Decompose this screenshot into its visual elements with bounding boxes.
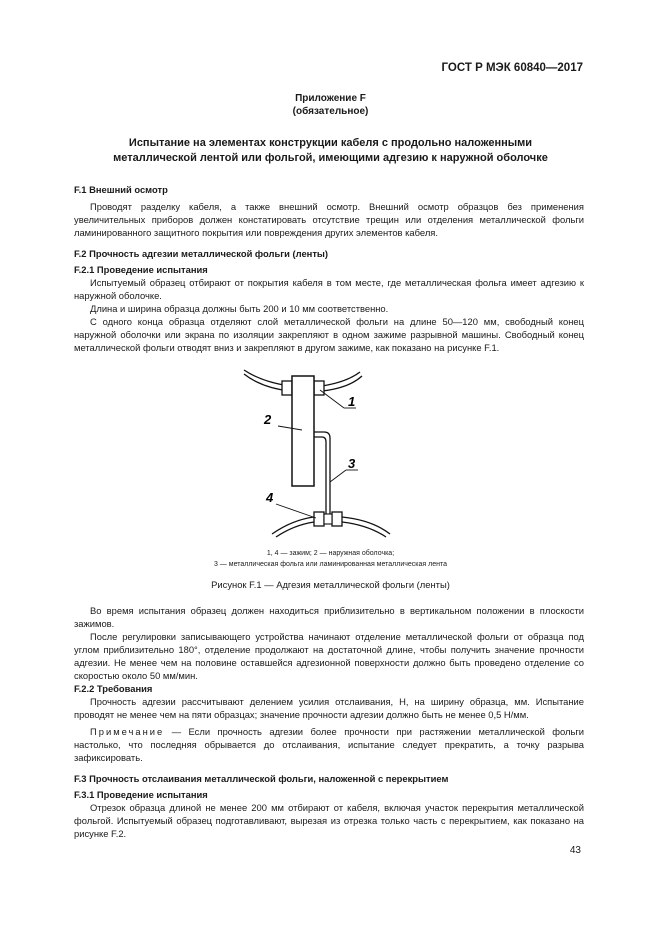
- note-text: — Если прочность адгезии более прочности при растяжении металлической фольги настолько, что последняя обрывается до отслаивания, испытание следует прекратить, а точку разрыва зафиксировать.: [74, 726, 584, 763]
- figure-label-4: 4: [266, 490, 274, 505]
- page-number: 43: [569, 845, 581, 856]
- after-fig-paragraph-1: Во время испытания образец должен находиться приблизительно в вертикальном положении в плоскости зажимов.: [74, 605, 584, 629]
- f22-paragraph: Прочность адгезии рассчитывают делением усилия отслаивания, Н, на ширину образца, мм. Испытание проводят не менее чем на пяти образцах; значение прочности адгезии должно быть не менее 0,5 Н/мм.: [74, 696, 584, 720]
- main-title-line2: металлической лентой или фольгой, имеющими адгезию к наружной оболочке: [113, 152, 548, 164]
- appendix-subtitle: (обязательное): [292, 106, 369, 117]
- leader-line-3: [330, 470, 346, 482]
- leader-line-4: [276, 504, 316, 518]
- metal-foil-inner: [314, 437, 326, 514]
- f1-paragraph: Проводят разделку кабеля, а также внешний осмотр. Внешний осмотр образцов без применения увеличительных приборов должен констатировать отсутствие трещин или отделения металлической фольги ламинированного защитного покрытия или повреждения других элементов кабеля.: [74, 201, 584, 238]
- section-f2-continued: [74, 604, 584, 840]
- f1-heading: F.1 Внешний осмотр: [74, 184, 168, 195]
- outer-sheath-sample: [292, 376, 314, 486]
- f21-paragraph-1: Испытуемый образец отбирают от покрытия кабеля в том месте, где металлическая фольга имеет адгезию к наружной оболочке.: [74, 277, 584, 301]
- figure-label-3: 3: [348, 456, 356, 471]
- f21-heading: F.2.1 Проведение испытания: [74, 264, 208, 275]
- bottom-cable-arc-left: [272, 517, 314, 534]
- note-paragraph: [74, 725, 584, 764]
- f2-heading: F.2 Прочность адгезии металлической фольги (ленты): [74, 248, 329, 259]
- main-title-line1: Испытание на элементах конструкции кабеля с продольно наложенными: [128, 137, 533, 149]
- leader-line-1: [320, 390, 344, 408]
- top-cable-arc-right-inner: [322, 376, 362, 391]
- bottom-cable-arc-right: [342, 517, 390, 534]
- bottom-clamp-center: [324, 514, 332, 524]
- figure-legend-line1: 1, 4 — зажим; 2 — наружная оболочка;: [266, 550, 395, 557]
- note-label: Примечание: [90, 726, 165, 737]
- figure-caption: Рисунок F.1 — Адгезия металлической фольги (ленты): [211, 579, 450, 590]
- f31-paragraph: Отрезок образца длиной не менее 200 мм отбирают от кабеля, включая участок перекрытия металлической фольгой. Испытуемый образец подготавливают, вырезая из отрезка только часть с перекрытием, как показано на рисунке F.2.: [74, 802, 584, 839]
- main-title: [60, 136, 601, 166]
- f31-heading: F.3.1 Проведение испытания: [74, 789, 208, 800]
- top-clamp-left: [282, 381, 292, 395]
- figure-label-2: 2: [264, 412, 272, 427]
- figure-f1: [232, 362, 422, 542]
- f22-heading: F.2.2 Требования: [74, 683, 153, 694]
- figure-f1-drawing: [232, 362, 422, 542]
- metal-foil-outer: [314, 432, 330, 514]
- after-fig-paragraph-2: После регулировки записывающего устройства начинают отделение металлической фольги от образца под углом приблизительно 180°, отделение продолжают на достаточной длине, чтобы получить значение прочности адгезии. Не менее чем на половине оставшейся адгезионной поверхности должно быть проведено отделение со скоростью около 50 мм/мин.: [74, 631, 584, 681]
- section-f1-f2: [74, 183, 584, 354]
- bottom-clamp-right: [332, 512, 342, 526]
- appendix-heading: [0, 92, 661, 118]
- top-clamp-right: [314, 381, 324, 395]
- top-cable-arc-right: [322, 372, 360, 386]
- figure-legend-line2: 3 — металлическая фольга или ламинированная металлическая лента: [213, 561, 448, 568]
- figure-legend: [0, 548, 661, 570]
- standard-header: ГОСТ Р МЭК 60840—2017: [441, 62, 583, 74]
- f21-paragraph-2: Длина и ширина образца должны быть 200 и 10 мм соответственно.: [90, 303, 389, 314]
- bottom-cable-arc-right-inner: [342, 522, 386, 537]
- bottom-clamp-left: [314, 512, 324, 526]
- f3-heading: F.3 Прочность отслаивания металлической фольги, наложенной с перекрытием: [74, 773, 449, 784]
- appendix-title: Приложение F: [295, 93, 366, 104]
- figure-label-1: 1: [348, 394, 356, 409]
- f21-paragraph-3: С одного конца образца отделяют слой металлической фольги на длине 50—120 мм, свободный конец наружной оболочки или экрана по изоляции закрепляют в одном зажиме разрывной машины. Свободный конец металлической фольги отводят вниз и закрепляют в другом зажиме, как показано на рисунке F.1.: [74, 316, 584, 353]
- bottom-cable-arc-left-inner: [276, 522, 314, 537]
